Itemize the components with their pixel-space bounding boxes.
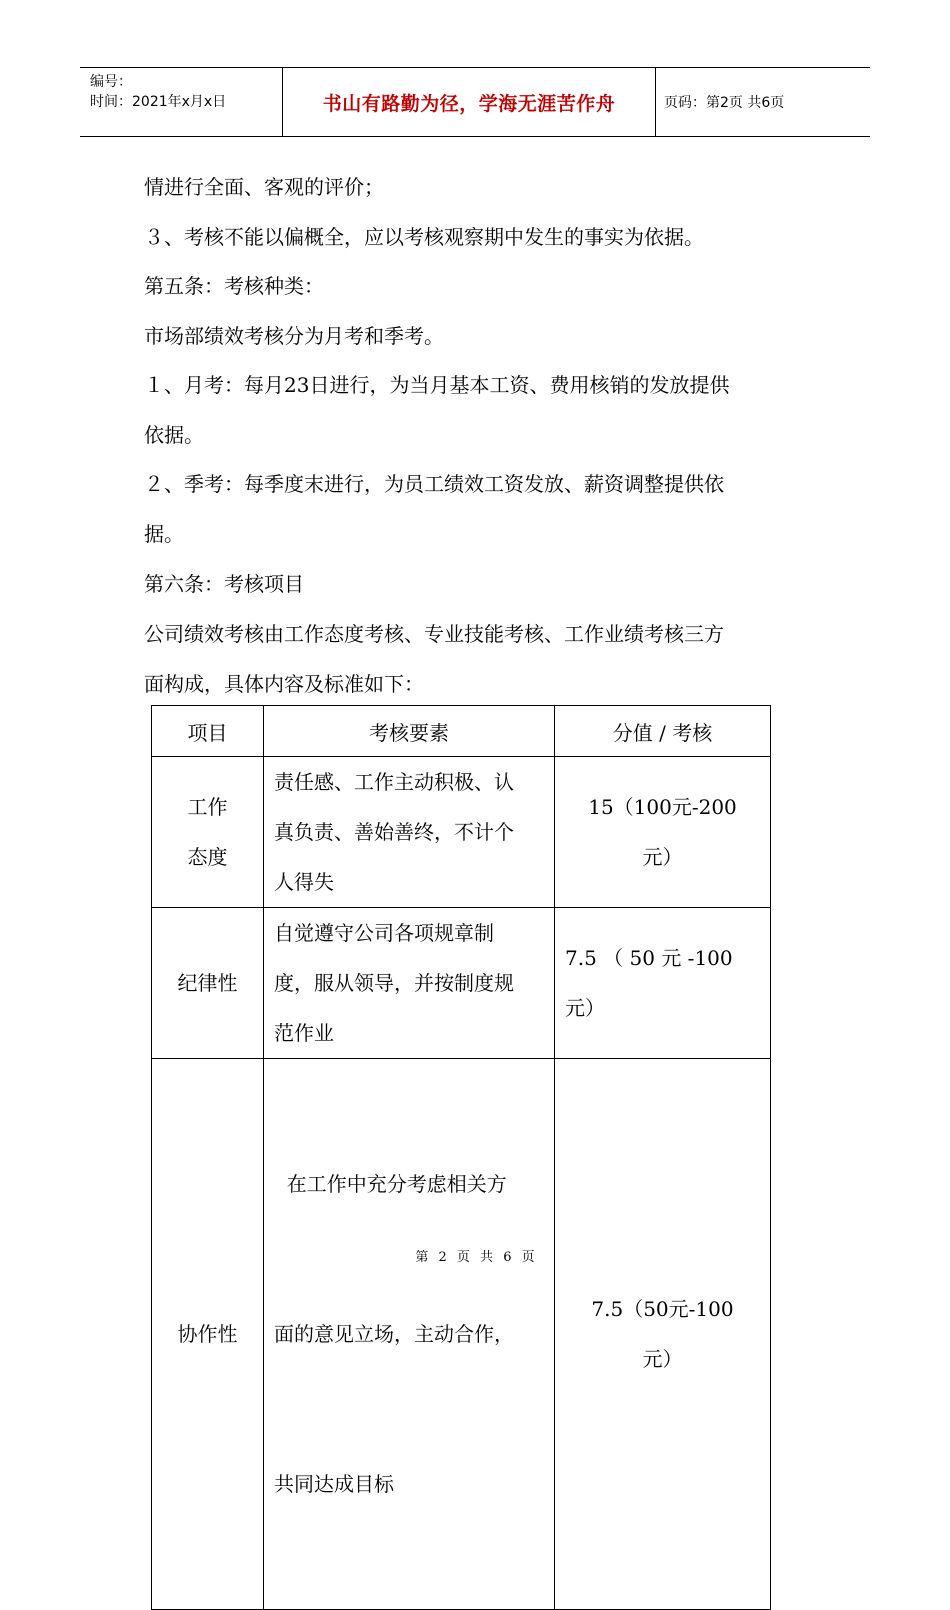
column-header-element: 考核要素 — [264, 706, 555, 757]
cell-score — [555, 908, 771, 1059]
table-row — [152, 1059, 771, 1610]
cell-score — [555, 1059, 771, 1610]
cell-text: 元） — [565, 996, 605, 1020]
cell-item — [152, 908, 264, 1059]
cell-text: 工作 — [187, 795, 228, 819]
cell-text: 15（100元-200 — [588, 795, 737, 819]
paragraph-line: ２、季考：每季度末进行，为员工绩效工资发放、薪资调整提供依 — [144, 472, 724, 496]
paragraph-line: 面构成，具体内容及标准如下： — [144, 672, 424, 696]
cell-text: 度，服从领导，并按制度规 — [274, 971, 514, 995]
column-header-score: 分值 / 考核 — [555, 706, 771, 757]
cell-item — [152, 1059, 264, 1610]
cell-text: 责任感、工作主动积极、认 — [274, 770, 514, 794]
paragraph-line: 市场部绩效考核分为月考和季考。 — [144, 324, 444, 348]
cell-element — [264, 908, 555, 1059]
paragraph-line: １、月考：每月23日进行，为当月基本工资、费用核销的发放提供 — [144, 373, 730, 397]
cell-text: 7.5 （ 50 元 -100 — [565, 946, 733, 970]
cell-text: 范作业 — [274, 1021, 334, 1045]
cell-text: 人得失 — [274, 870, 334, 894]
cell-element — [264, 757, 555, 908]
table-row — [152, 908, 771, 1059]
paragraph-line: ３、考核不能以偏概全，应以考核观察期中发生的事实为依据。 — [144, 225, 704, 249]
table-row — [152, 757, 771, 908]
header-meta — [90, 72, 226, 112]
assessment-table — [151, 705, 771, 1610]
cell-text: 真负责、善始善终，不计个 — [274, 820, 514, 844]
cell-text: 在工作中充分考虑相关方 — [274, 1172, 507, 1196]
column-header-item: 项目 — [152, 706, 264, 757]
cell-item — [152, 757, 264, 908]
page-header — [80, 67, 870, 137]
page-footer: 第 2 页 共 6 页 — [415, 1250, 535, 1265]
header-number: 编号： — [90, 74, 132, 90]
section-heading: 第五条：考核种类： — [144, 274, 324, 298]
cell-text: 共同达成目标 — [274, 1472, 394, 1496]
header-motto: 书山有路勤为径，学海无涯苦作舟 — [282, 68, 656, 136]
cell-element — [264, 1059, 555, 1610]
paragraph-line: 依据。 — [144, 423, 204, 447]
paragraph-line: 情进行全面、客观的评价； — [144, 175, 384, 199]
section-heading: 第六条：考核项目 — [144, 572, 304, 596]
cell-text: 7.5（50元-100 — [591, 1297, 734, 1321]
paragraph-line: 公司绩效考核由工作态度考核、专业技能考核、工作业绩考核三方 — [144, 622, 724, 646]
cell-text: 元） — [642, 845, 683, 869]
table-header-row — [152, 706, 771, 757]
cell-text: 自觉遵守公司各项规章制 — [274, 921, 494, 945]
cell-text: 面的意见立场，主动合作， — [274, 1322, 514, 1346]
cell-text: 纪律性 — [177, 971, 238, 995]
cell-score — [555, 757, 771, 908]
header-time: 时间：2021年x月x日 — [90, 94, 227, 110]
header-page-number: 页码：第2页 共6页 — [664, 95, 785, 111]
cell-text: 元） — [642, 1347, 683, 1371]
cell-text: 态度 — [187, 845, 228, 869]
paragraph-line: 据。 — [144, 522, 184, 546]
cell-text: 协作性 — [177, 1322, 238, 1346]
